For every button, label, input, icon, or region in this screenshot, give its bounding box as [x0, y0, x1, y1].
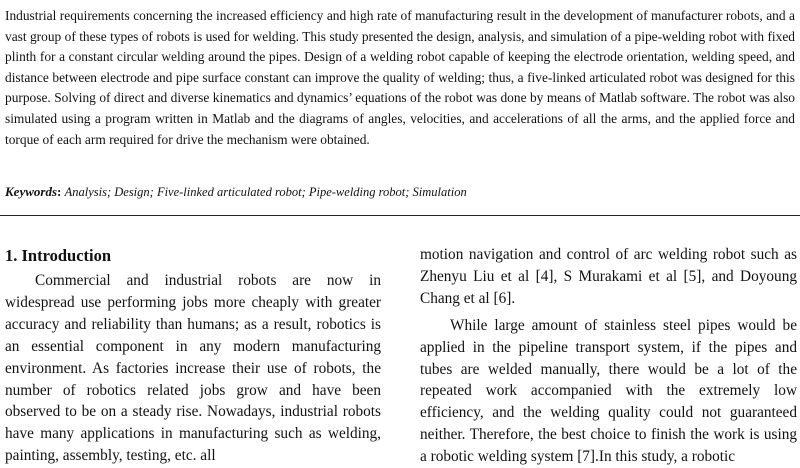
keywords-label: Keywords [5, 184, 57, 199]
keywords-list: Analysis; Design; Five-linked articulated robot; Pipe-welding robot; Simulation [64, 185, 467, 199]
section-divider [0, 215, 800, 216]
introduction-paragraph-right-1: motion navigation and control of arc welding robot such as Zhenyu Liu et al [4], S Murakami et al [5], and Doyoung Chang et al [6]. [420, 246, 797, 307]
keywords-line [5, 182, 795, 202]
left-column [5, 244, 381, 467]
abstract-paragraph: Industrial requirements concerning the increased efficiency and high rate of manufacturing result in the development of manufacturer robots, and a vast group of these types of robots is used for welding. This study presented the design, analysis, and simulation of a pipe-welding robot with fixed plinth for a constant circular welding around the pipes. Design of a welding robot capable of keeping the electrode orientation, welding speed, and distance between electrode and pipe surface constant can improve the quality of welding; thus, a five-linked articulated robot was designed for this purpose. Solving of direct and diverse kinematics and dynamics’ equations of the robot was done by means of Matlab software. The robot was also simulated using a program written in Matlab and the diagrams of angles, velocities, and accelerations of all the arms, and the applied force and torque of each arm required for drive the mechanism were obtained. [5, 8, 795, 147]
introduction-paragraph-right-2: While large amount of stainless steel pipes would be applied in the pipeline transport system, if the pipes and tubes are welded manually, there would be a lot of the repeated work accompanied with the extremely low efficiency, and the welding quality could not guaranteed neither. Therefore, the best choice to finish the work is using a robotic welding system [7].In this study, a robotic [420, 316, 797, 466]
introduction-heading: 1. Introduction [5, 246, 112, 265]
introduction-paragraph-left: Commercial and industrial robots are now in widespread use performing jobs more cheaply with greater accuracy and reliability than humans; as a result, robotics is an essential component in any modern manufacturing environment. As factories increase their use of robots, the number of robotics related jobs grow and have been observed to be on a steady rise. Nowadays, industrial robots have many applications in manufacturing such as welding, painting, assembly, testing, etc. all [5, 272, 381, 465]
keywords-colon: : [57, 184, 62, 199]
right-column [420, 244, 797, 468]
